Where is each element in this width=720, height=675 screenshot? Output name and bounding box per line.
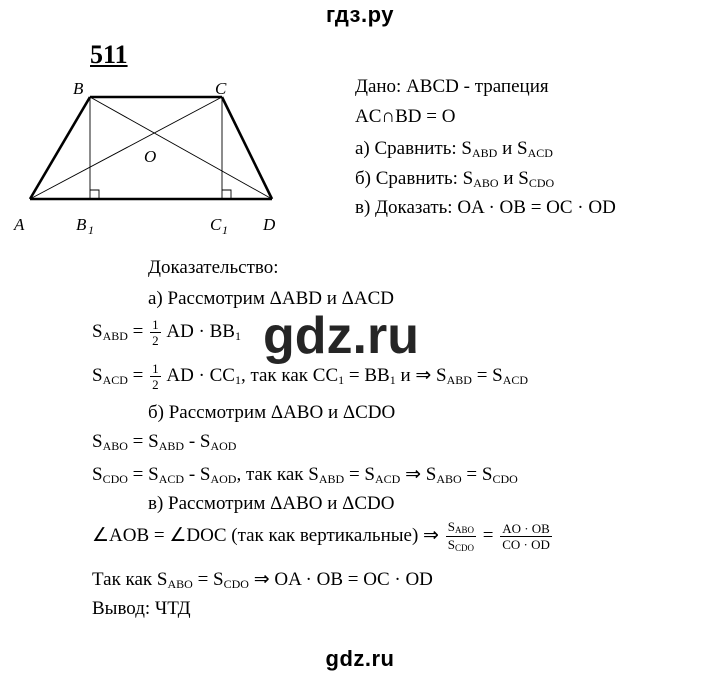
label-a: A <box>14 215 25 234</box>
proof-s-acd-formula: $S_{ACD}$ = $\frac{1}{2}$ AD · $CC_1$, так как $CC_1 = BB_1$ и ⇒ $S_{ABD} = S_{ACD}$ <box>92 361 529 392</box>
proof-heading: Доказательство: <box>148 257 279 278</box>
site-footer-logo: gdz.ru <box>325 646 395 671</box>
label-b1: B <box>76 215 87 234</box>
proof-part-b-intro: б) Рассмотрим ΔABO и ΔCDO <box>148 402 396 423</box>
fraction-area-ratio: $\frac{S_{ABO}}{S_{CDO}}$ <box>447 519 474 553</box>
label-b: B <box>73 79 84 98</box>
side-cd <box>222 97 272 199</box>
fraction-one-half: $\frac{1}{2}$ <box>152 317 159 348</box>
proof-final-line: Так как $S_{ABO} = S_{CDO}$ ⇒ OA · OB = OC · OD <box>92 569 433 591</box>
fraction-segment-ratio: $\frac{AO \cdot OB}{CO \cdot OD}$ <box>502 521 550 552</box>
proof-part-c-intro: в) Рассмотрим ΔABO и ΔCDO <box>148 493 395 514</box>
given-line-3: а) Сравнить: $S_{ABD}$ и $S_{ACD}$ <box>355 138 553 160</box>
label-b1-sub: 1 <box>88 223 94 237</box>
proof-ratio-formula: ∠AOB = ∠DOC (так как вертикальные) ⇒ $\frac{S_{ABO}}{S_{CDO}}$ = $\frac{AO \cdot OB}{CO \cdot OD}$ <box>92 519 550 553</box>
proof-conclusion: Вывод: ЧТД <box>92 598 191 619</box>
right-angle-b1 <box>90 190 99 199</box>
fraction-one-half-2: $\frac{1}{2}$ <box>152 361 159 392</box>
given-line-1: Дано: ABCD - трапеция <box>355 76 549 97</box>
side-ab <box>30 97 90 199</box>
trapezoid-figure <box>10 70 310 240</box>
proof-s-abo-formula: $S_{ABO} = S_{ABD} - S_{AOD}$ <box>92 431 237 453</box>
problem-number: 511 <box>90 40 128 69</box>
label-c1: C <box>210 215 222 234</box>
label-o: O <box>144 147 157 166</box>
label-c: C <box>215 79 227 98</box>
watermark: gdz.ru <box>263 307 419 365</box>
right-angle-c1 <box>222 190 231 199</box>
diagonal-bd <box>90 97 272 199</box>
proof-s-abd-formula: $S_{ABD}$ = $\frac{1}{2}$ AD · $BB_1$ <box>92 317 241 348</box>
label-d: D <box>263 215 276 234</box>
proof-s-cdo-formula: $S_{CDO} = S_{ACD} - S_{AOD}$, так как $S_{ABD} = S_{ACD}$ ⇒ $S_{ABO} = S_{CDO}$ <box>92 464 518 486</box>
given-line-4: б) Сравнить: $S_{ABO}$ и $S_{CDO}$ <box>355 168 555 190</box>
site-header-logo: гдз.ру <box>326 2 394 27</box>
given-line-2: AC∩BD = O <box>355 106 456 127</box>
label-c1-sub: 1 <box>222 223 228 237</box>
given-line-5: в) Доказать: OA · OB = OC · OD <box>355 197 616 218</box>
proof-part-a-intro: а) Рассмотрим ΔABD и ΔACD <box>148 288 394 309</box>
